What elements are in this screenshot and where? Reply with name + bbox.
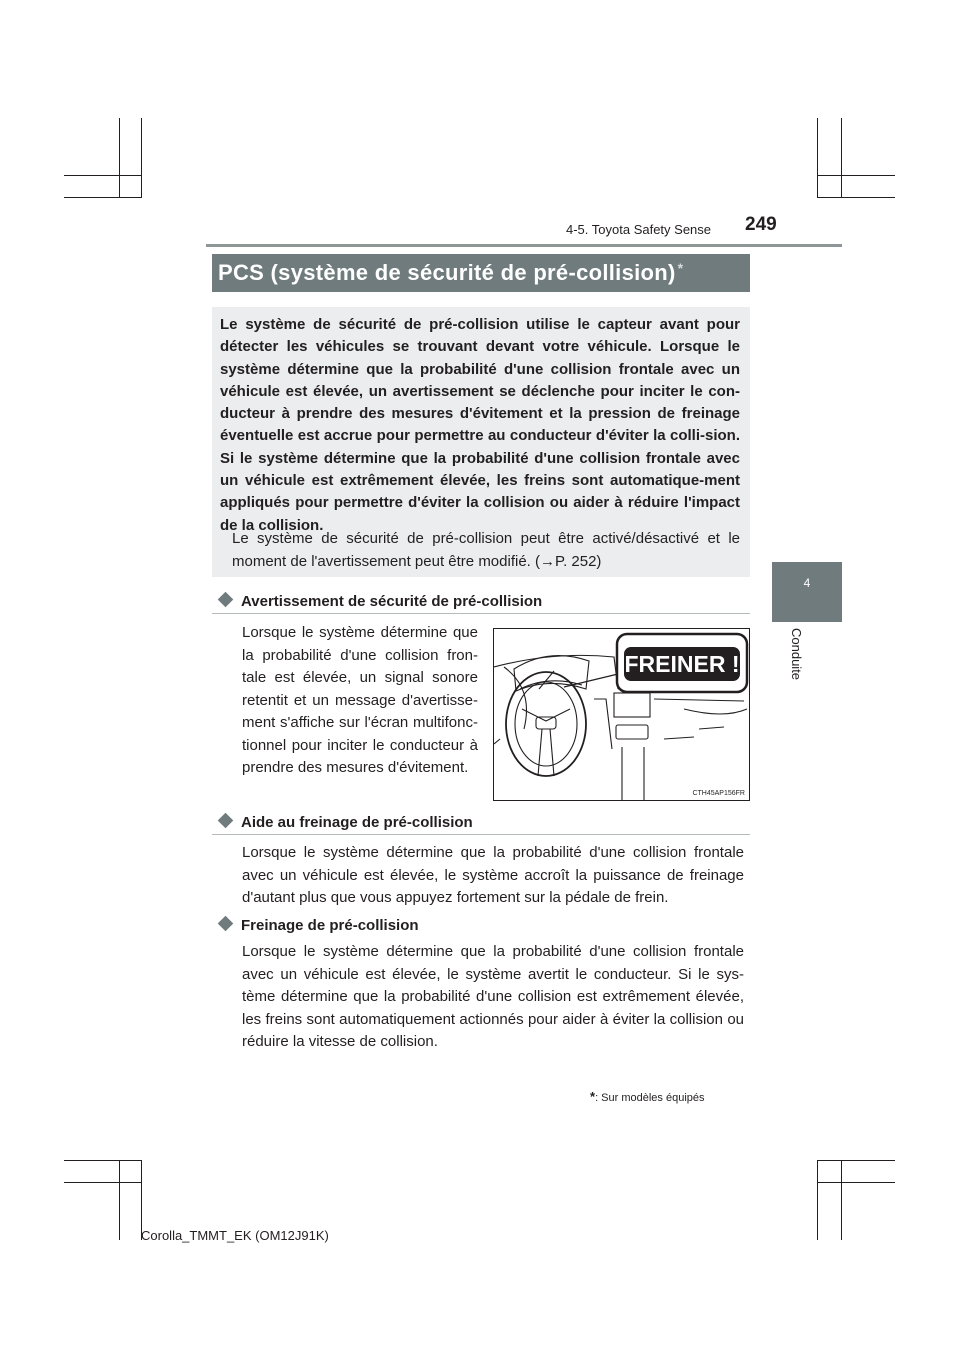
page-title-text: PCS (système de sécurité de pré-collision) bbox=[218, 260, 676, 285]
crop-mark bbox=[64, 197, 142, 198]
diamond-bullet-icon bbox=[218, 592, 234, 608]
chapter-number: 4 bbox=[803, 576, 811, 590]
crop-mark bbox=[817, 1160, 895, 1161]
crop-mark bbox=[64, 1160, 142, 1161]
page-title-bar bbox=[212, 254, 750, 292]
section-title: 4-5. Toyota Safety Sense bbox=[566, 222, 712, 237]
crop-mark bbox=[119, 1160, 120, 1240]
section-heading-text: Avertissement de sécurité de pré-collision bbox=[241, 593, 543, 610]
crop-mark bbox=[841, 118, 842, 198]
crop-mark bbox=[817, 1160, 818, 1240]
crop-mark bbox=[841, 1160, 842, 1240]
intro-bold-text: Le système de sécurité de pré-collision utilise le capteur avant pour détecter les véhicules se trouvant devant votre véhicule. Lorsque le système détermine que la probabilité d'une collision frontale avec un véhicule est élevée, un avertissement se déclenche pour inciter le con-ducteur à prendre des mesures d'évitement et la pression de freinage éventuelle est accrue pour permettre au conducteur d'éviter la colli-sion. Si le système détermine que la probabilité d'une collision frontale avec un véhicule est extrêmement élevée, les freins sont automatique-ment appliqués pour permettre d'éviter la collision ou aider à réduire l'impact de la collision. bbox=[220, 316, 740, 534]
freiner-warning-text: FREINER ! bbox=[624, 651, 740, 677]
section-body: Lorsque le système détermine que la probabilité d'une collision frontale avec un véhicule est élevée, le système accroît la puissance de freinage d'autant plus que vous appuyez fortement sur la pédale de frein. bbox=[242, 844, 744, 906]
chapter-label-text: Conduite bbox=[789, 628, 804, 681]
heading-underline bbox=[212, 613, 750, 614]
crop-mark bbox=[817, 118, 818, 198]
diamond-bullet-icon bbox=[218, 916, 234, 932]
section-body: Lorsque le système détermine que la probabilité d'une collision frontale avec un véhicule est élevée, le système avertit le conducteur. Si le sys-tème détermine que la probabilité d'une collision est extrêmement élevée, les freins sont automatiquement actionnés pour aider à éviter la collision ou réduire la vitesse de collision. bbox=[242, 943, 744, 1050]
heading-underline bbox=[212, 834, 750, 835]
page-number: 249 bbox=[745, 214, 777, 235]
crop-mark bbox=[64, 175, 142, 176]
asterisk-icon: * bbox=[590, 1089, 596, 1104]
crop-mark bbox=[119, 118, 120, 198]
footer-text: Corolla_TMMT_EK (OM12J91K) bbox=[141, 1228, 329, 1243]
section-body: Lorsque le système détermine que la probabilité d'une collision fron-tale est élevée, un signal sonore retentit et un message d'avertisse-ment s'affiche sur l'écran multifonc-tionnel pour inciter le conducteur à prendre des mesures d'évitement. bbox=[242, 624, 478, 776]
footnote bbox=[590, 1089, 705, 1104]
crop-mark bbox=[64, 1182, 142, 1183]
crop-mark bbox=[817, 1182, 895, 1183]
intro-note-text: Le système de sécurité de pré-collision peut être activé/désactivé et le moment de l'avertissement peut être modifié. (→P. 252) bbox=[232, 530, 740, 570]
section-heading-text: Freinage de pré-collision bbox=[241, 917, 419, 934]
footnote-text: : Sur modèles équipés bbox=[595, 1092, 705, 1104]
crop-mark bbox=[817, 197, 895, 198]
section-heading bbox=[218, 593, 542, 610]
section-heading-text: Aide au freinage de pré-collision bbox=[241, 814, 473, 831]
figure-code: CTH45AP156FR bbox=[692, 790, 745, 797]
dashboard-illustration bbox=[493, 628, 750, 801]
crop-mark bbox=[817, 175, 895, 176]
chapter-label bbox=[790, 628, 806, 688]
intro-box bbox=[212, 307, 750, 577]
chapter-tab bbox=[772, 562, 842, 622]
crop-mark bbox=[141, 118, 142, 198]
diamond-bullet-icon bbox=[218, 813, 234, 829]
page-title bbox=[218, 260, 683, 286]
section-heading bbox=[218, 917, 419, 934]
header-divider bbox=[206, 244, 842, 247]
asterisk-icon: * bbox=[677, 260, 684, 276]
section-heading bbox=[218, 814, 473, 831]
